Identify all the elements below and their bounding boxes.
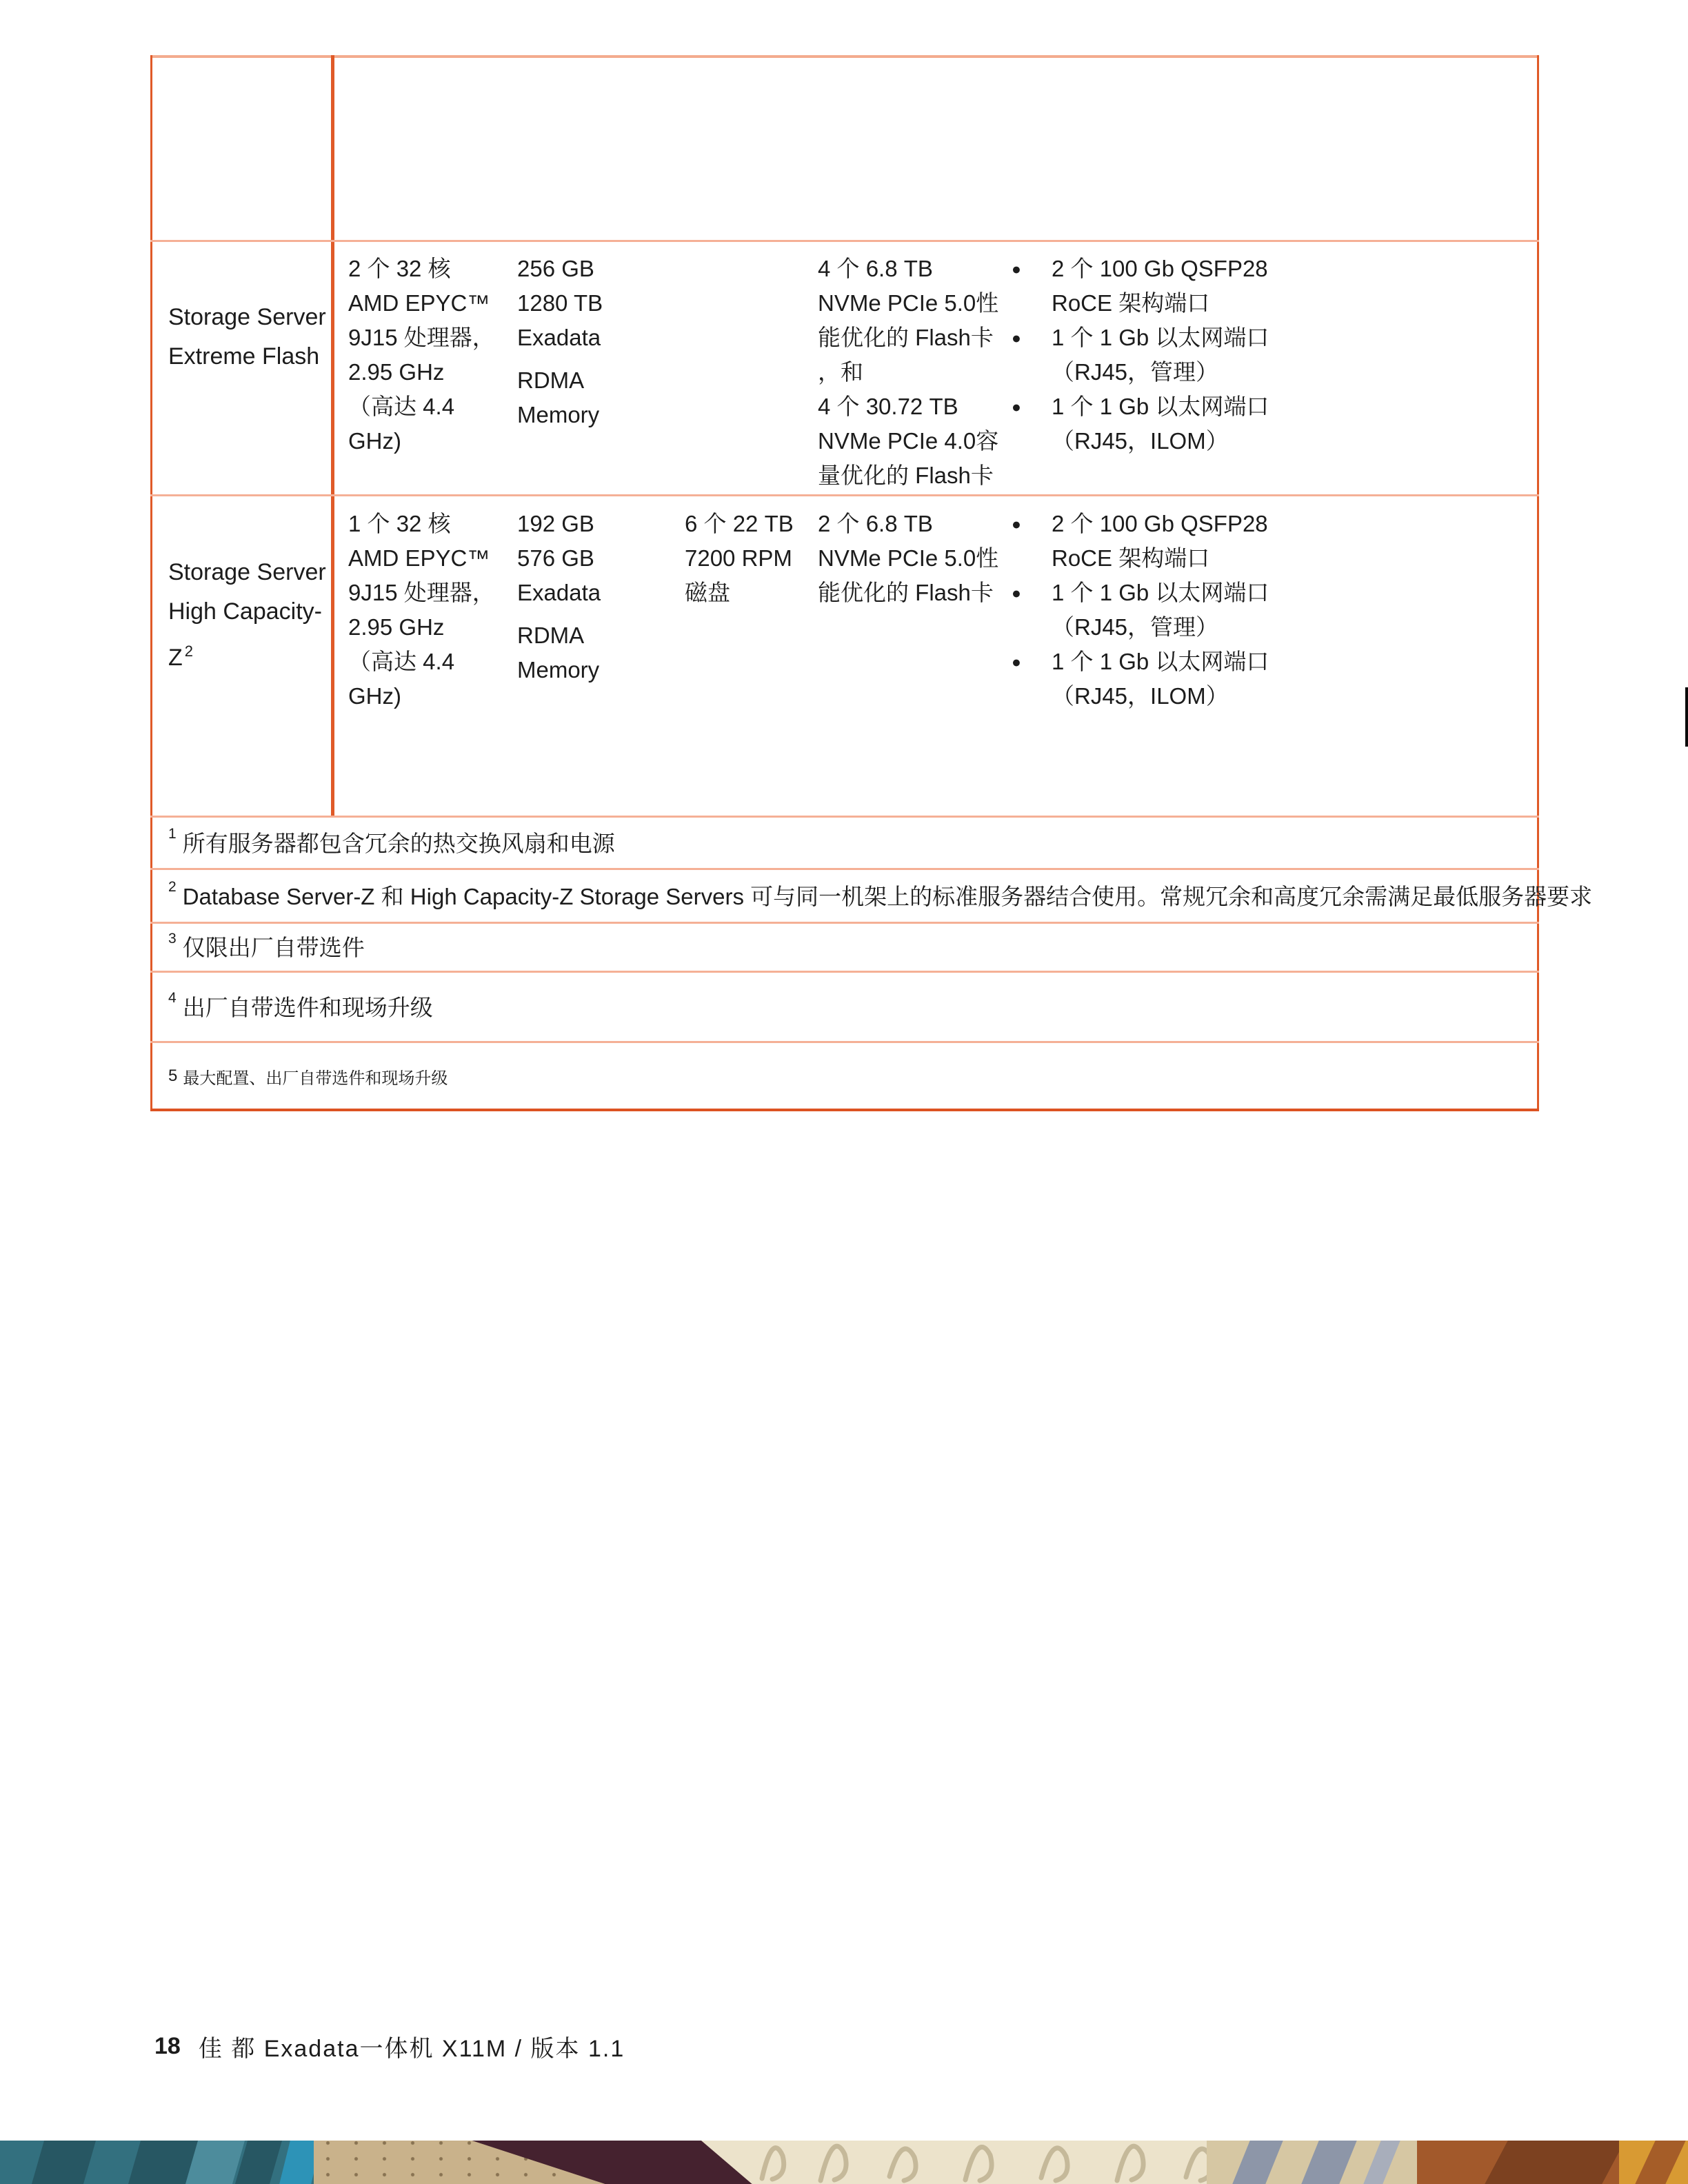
row1-cpu-cell	[348, 252, 495, 458]
footnote-text: 最大配置、出厂自带选件和现场升级	[183, 1069, 448, 1088]
network-line	[1052, 286, 1269, 321]
network-text: 1 个 1 Gb 以太网端口	[1052, 649, 1269, 674]
row1-flash-cell	[818, 252, 998, 493]
memory-line: Exadata	[517, 580, 601, 605]
network-line	[1052, 610, 1269, 645]
network-line	[1052, 679, 1269, 714]
footnote-text: 仅限出厂自带选件	[182, 935, 365, 960]
network-text: （RJ45，ILOM）	[1052, 428, 1229, 454]
row2-cpu-cell	[348, 507, 495, 714]
row1-label-line: Extreme Flash	[168, 343, 320, 370]
network-text: 2 个 100 Gb QSFP28	[1052, 256, 1268, 281]
row-divider	[150, 494, 1539, 496]
footnote-superscript: 3	[168, 930, 177, 947]
bullet-icon: ●	[1012, 584, 1021, 602]
memory-line: Exadata	[517, 325, 601, 350]
table-right-border	[1537, 55, 1539, 1111]
flash-line: NVMe PCIe 4.0容	[818, 428, 999, 454]
network-text: 1 个 1 Gb 以太网端口	[1052, 394, 1269, 419]
row2-label	[168, 553, 326, 671]
flash-line: 量优化的 Flash卡	[818, 463, 994, 488]
footnote-2	[168, 868, 1593, 922]
footnote-number: 5	[168, 1066, 178, 1085]
flash-line: NVMe PCIe 5.0性	[818, 290, 999, 316]
bullet-icon: ●	[1012, 329, 1021, 347]
network-line	[1012, 645, 1269, 679]
network-text: （RJ45，ILOM）	[1052, 683, 1229, 709]
memory-line: RDMA	[517, 623, 585, 648]
memory-line: 256 GB	[517, 256, 594, 281]
network-text: 1 个 1 Gb 以太网端口	[1052, 580, 1269, 605]
cpu-line: 9J15 处理器，	[348, 325, 495, 350]
footnote-superscript: 2	[168, 879, 177, 895]
cpu-line: 2 个 32 核	[348, 256, 451, 281]
row2-label-footnote-ref: 2	[184, 643, 194, 660]
memory-line: 576 GB	[517, 545, 594, 571]
flash-line: 2 个 6.8 TB	[818, 511, 933, 536]
flash-line: 能优化的 Flash卡	[818, 580, 994, 605]
cpu-line: AMD EPYC™	[348, 545, 490, 571]
cpu-line: GHz)	[348, 428, 401, 454]
row2-network-cell	[1012, 507, 1269, 714]
memory-line: Memory	[517, 657, 600, 682]
cpu-line: 2.95 GHz	[348, 359, 445, 385]
spec-table	[150, 55, 1593, 1111]
footnote-5	[168, 1041, 1518, 1111]
row1-label-line: Storage Server	[168, 304, 326, 330]
network-line	[1052, 541, 1269, 576]
row2-flash-cell	[818, 507, 998, 610]
network-line	[1012, 576, 1269, 610]
cpu-line: 1 个 32 核	[348, 511, 451, 536]
row1-label	[168, 298, 326, 376]
flash-line: 4 个 6.8 TB	[818, 256, 933, 281]
network-line	[1052, 424, 1269, 458]
footnote-3	[168, 922, 1518, 971]
page-edge-marker	[1685, 687, 1688, 747]
memory-line: 192 GB	[517, 511, 594, 536]
memory-line: Memory	[517, 402, 600, 427]
flash-line: 能优化的 Flash卡	[818, 325, 994, 350]
network-text: （RJ45，管理）	[1052, 359, 1219, 385]
page-footer	[154, 2031, 625, 2061]
network-text: RoCE 架构端口	[1052, 290, 1210, 316]
memory-line: RDMA	[517, 367, 585, 393]
cpu-line: 9J15 处理器，	[348, 580, 495, 605]
cpu-line: 2.95 GHz	[348, 614, 445, 640]
row2-label-line: Storage Server	[168, 559, 326, 585]
footnote-4	[168, 971, 1518, 1041]
footer-title: 佳 都 Exadata一体机 X11M / 版本 1.1	[198, 2035, 625, 2062]
network-text: 2 个 100 Gb QSFP28	[1052, 511, 1268, 536]
bullet-icon: ●	[1012, 515, 1021, 533]
memory-line: 1280 TB	[517, 290, 603, 316]
network-line	[1012, 252, 1269, 286]
cpu-line: （高达 4.4	[348, 649, 455, 674]
row2-label-line: High Capacity-	[168, 598, 322, 625]
strip-scribble-art	[745, 2141, 1227, 2184]
footnote-1	[168, 816, 1518, 868]
bullet-icon: ●	[1012, 260, 1021, 278]
decorative-artwork-strip	[0, 2141, 1688, 2184]
table-left-border	[150, 55, 152, 1111]
table-column-divider	[331, 55, 334, 817]
disk-line: 磁盘	[685, 580, 730, 605]
row1-memory-cell	[517, 252, 603, 432]
cpu-line: （高达 4.4	[348, 394, 455, 419]
disk-line: 7200 RPM	[685, 545, 792, 571]
row2-memory-cell	[517, 507, 601, 687]
network-text: （RJ45，管理）	[1052, 614, 1219, 640]
footnote-text: 出厂自带选件和现场升级	[182, 994, 433, 1020]
network-text: RoCE 架构端口	[1052, 545, 1210, 571]
network-text: 1 个 1 Gb 以太网端口	[1052, 325, 1269, 350]
bullet-icon: ●	[1012, 398, 1021, 416]
network-line	[1012, 507, 1269, 541]
page-number: 18	[154, 2032, 181, 2059]
cpu-line: AMD EPYC™	[348, 290, 490, 316]
flash-line: 4 个 30.72 TB	[818, 394, 958, 419]
footnote-superscript: 1	[168, 826, 177, 842]
network-line	[1012, 321, 1269, 355]
cpu-line: GHz)	[348, 683, 401, 709]
flash-line: ，和	[818, 359, 863, 385]
flash-line: NVMe PCIe 5.0性	[818, 545, 999, 571]
table-top-border	[150, 55, 1539, 58]
network-line	[1052, 355, 1269, 390]
row2-label-z: Z	[168, 645, 183, 671]
row1-network-cell	[1012, 252, 1269, 458]
row2-disk-cell	[685, 507, 794, 610]
footnote-text: 所有服务器都包含冗余的热交换风扇和电源	[182, 830, 615, 856]
bullet-icon: ●	[1012, 653, 1021, 671]
network-line	[1012, 390, 1269, 424]
footnote-superscript: 4	[168, 990, 177, 1006]
footnote-text: Database Server-Z 和 High Capacity-Z Storage Servers 可与同一机架上的标准服务器结合使用。常规冗余和高度冗余需满足最低服务器要求	[182, 883, 1593, 909]
row-divider	[150, 240, 1539, 242]
disk-line: 6 个 22 TB	[685, 511, 794, 536]
row2-label-line	[168, 631, 326, 671]
